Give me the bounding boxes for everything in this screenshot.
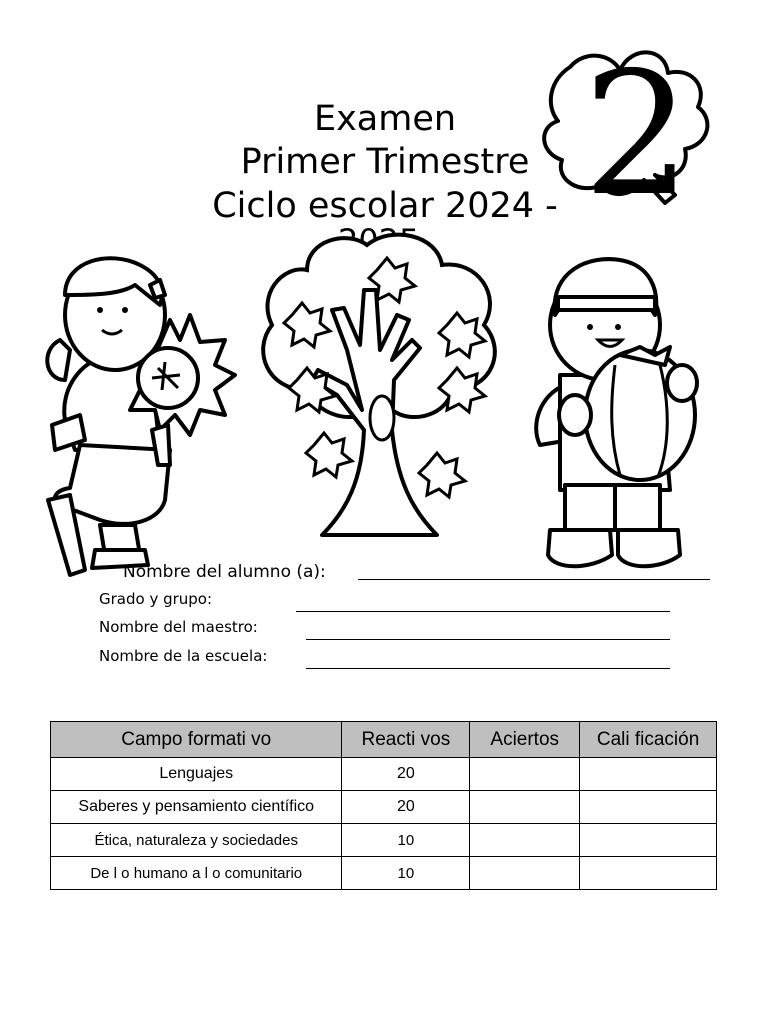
cell-aciertos[interactable] [470,824,580,857]
cell-calificacion[interactable] [580,791,717,824]
title-line-3: Ciclo escolar 2024 - [212,186,558,226]
cell-campo: Ética, naturaleza y sociedades [51,824,342,857]
cell-reactivos: 20 [342,791,470,824]
cell-aciertos[interactable] [470,857,580,890]
cell-campo: Lenguajes [51,758,342,791]
cell-reactivos: 10 [342,857,470,890]
table-row [51,824,717,857]
school-name-line[interactable] [306,668,670,669]
teacher-name-line[interactable] [306,639,670,640]
score-table [50,721,717,890]
grade-group-label: Grado y grupo: [99,590,213,608]
cell-reactivos: 10 [342,824,470,857]
cell-aciertos[interactable] [470,758,580,791]
autumn-tree-illustration [252,230,512,550]
boy-with-pumpkin-illustration [530,255,705,575]
student-name-label: Nombre del alumno (a): [123,562,326,582]
cell-aciertos[interactable] [470,791,580,824]
header-calificacion: Cali ficación [580,722,717,758]
header-aciertos: Aciertos [470,722,580,758]
grade-group-line[interactable] [296,611,670,612]
school-name-label: Nombre de la escuela: [99,647,268,665]
cell-calificacion[interactable] [580,824,717,857]
table-header-row [51,722,717,758]
cell-calificacion[interactable] [580,758,717,791]
header-campo: Campo formati vo [51,722,342,758]
title-line-2: Primer Trimestre [240,142,530,182]
cell-calificacion[interactable] [580,857,717,890]
cell-campo: Saberes y pensamiento científico [51,791,342,824]
girl-with-sunflower-illustration [40,250,240,580]
trimester-number: 2 [583,36,692,234]
table-row [51,758,717,791]
student-name-line[interactable] [358,579,710,580]
table-row [51,791,717,824]
teacher-name-label: Nombre del maestro: [99,618,258,636]
header-reactivos: Reacti vos [342,722,470,758]
table-row [51,857,717,890]
cell-campo: De l o humano a l o comunitario [51,857,342,890]
title-line-1: Examen [313,99,457,139]
cell-reactivos: 20 [342,758,470,791]
